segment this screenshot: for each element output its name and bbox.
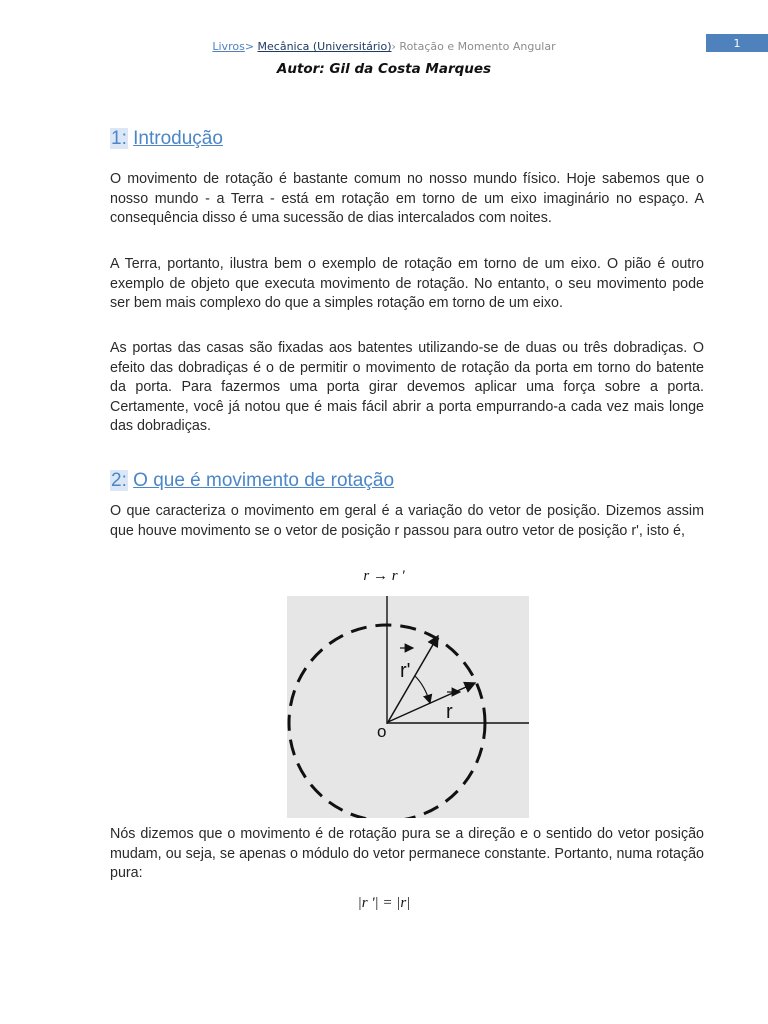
breadcrumb-link-books[interactable]: Livros bbox=[212, 40, 245, 53]
vector-r-prime bbox=[388, 636, 438, 722]
section-number: 1: bbox=[111, 128, 127, 149]
rotation-diagram bbox=[287, 596, 529, 818]
breadcrumb-link-mechanics[interactable]: Mecânica (Universitário) bbox=[257, 40, 392, 53]
breadcrumb bbox=[0, 40, 768, 53]
paragraph: A Terra, portanto, ilustra bem o exemplo de rotação em torno de um eixo. O pião é outro exemplo de objeto que executa movimento de rotação. No entanto, o seu movimento pode ser bem mais complexo do que a simples rotação em torno de um eixo. bbox=[110, 256, 704, 311]
rotation-diagram-svg bbox=[287, 596, 529, 818]
section-heading-introduction[interactable] bbox=[110, 128, 223, 150]
section-number: 2: bbox=[111, 470, 127, 491]
paragraph: As portas das casas são fixadas aos batentes utilizando-se de duas ou três dobradiças. O efeito das dobradiças é o de permitir o movimento de rotação da porta em torno do batente da porta. Para fazermos uma porta girar devemos aplicar uma força sobre a porta. Certamente, você já notou que é mais fácil abrir a porta empurrando-a cada vez mais longe das dobradiças. bbox=[110, 340, 704, 434]
section-heading-rotation[interactable] bbox=[110, 470, 394, 492]
page-number: 1 bbox=[706, 34, 768, 52]
section-title: Introdução bbox=[133, 128, 223, 149]
paragraph: Nós dizemos que o movimento é de rotação pura se a direção e o sentido do vetor posição mudam, ou seja, se apenas o módulo do vetor permanece constante. Portanto, numa rotação pura: bbox=[110, 826, 704, 881]
vector-r bbox=[388, 683, 475, 722]
label-r: r bbox=[446, 701, 453, 723]
label-origin: o bbox=[377, 722, 387, 741]
author-line: Autor: Gil da Costa Marques bbox=[276, 61, 492, 77]
paragraph: O movimento de rotação é bastante comum no nosso mundo físico. Hoje sabemos que o nosso mundo - a Terra - está em rotação em torno de um eixo imaginário no espaço. A consequência disso é uma sucessão de dias intercalados com noites. bbox=[110, 171, 704, 226]
formula-vector-change: r → r ' bbox=[363, 568, 405, 584]
paragraph: O que caracteriza o movimento em geral é a variação do vetor de posição. Dizemos assim que houve movimento se o vetor de posição r passou para outro vetor de posição r', isto é, bbox=[110, 503, 704, 539]
angle-arc bbox=[415, 676, 430, 703]
breadcrumb-separator: › bbox=[391, 40, 396, 53]
section-title: O que é movimento de rotação bbox=[133, 470, 395, 491]
formula-pure-rotation: |r '| = |r| bbox=[357, 895, 411, 911]
breadcrumb-separator: > bbox=[244, 40, 255, 53]
breadcrumb-current: Rotação e Momento Angular bbox=[399, 40, 556, 53]
label-r-prime: r' bbox=[400, 660, 411, 682]
